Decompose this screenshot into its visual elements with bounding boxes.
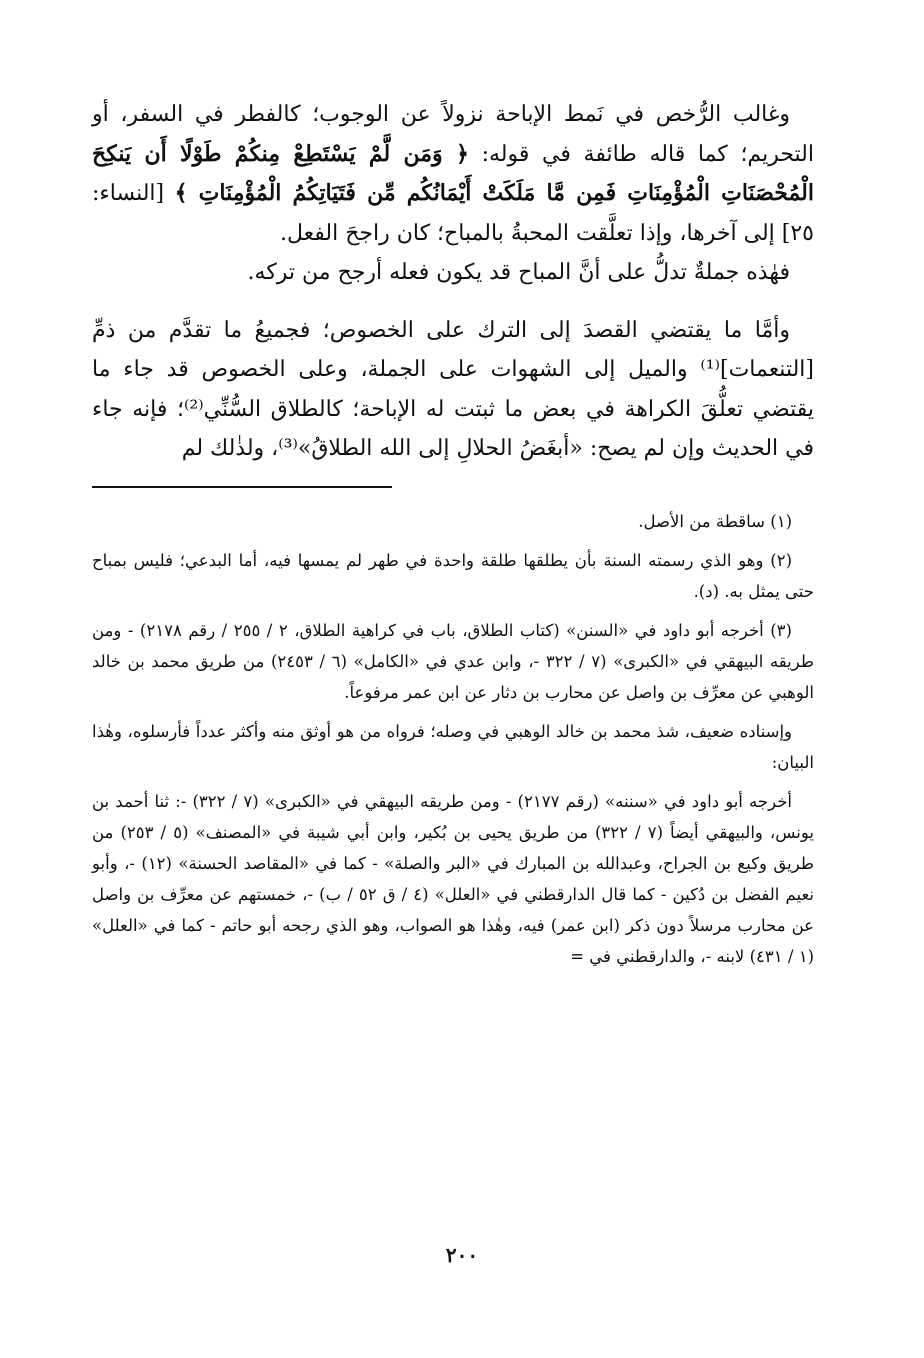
- page-content: [92, 95, 814, 980]
- footnote-divider: [92, 486, 392, 488]
- footnotes: [92, 506, 814, 972]
- footnote-3-part-3: أخرجه أبو داود في «سننه» (رقم ٢١٧٧) - ومن طريقه البيهقي في «الكبرى» (٧ / ٣٢٢) -: ثنا أحمد بن يونس، والبيهقي أيضاً (٧ / ٣٢٢) من طريق يحيى بن بُكير، وابن أبي شيبة في «المصنف» (٥ / ٢٥٣) من طريق وكيع بن الجراح، وعبدالله بن المبارك في «البر والصلة» - كما في «المقاصد الحسنة» (١٢) -، وأبو نعيم الفضل بن دُكين - كما قال الدارقطني في «العلل» (٤ / ق ٥٢ / ب) -، خمستهم عن معرِّف بن واصل عن محارب مرسلاً دون ذكر (ابن عمر) فيه، وهٰذا هو الصواب، وهو الذي رجحه أبو حاتم - كما في «العلل» (١ / ٤٣١) لابنه -، والدارقطني في =: [92, 791, 815, 966]
- main-text: [92, 95, 814, 469]
- paragraph-1-start: وغالب الرُّخص في نَمط الإباحة نزولاً عن الوجوب؛ كالفطر في السفر، أو التحريم؛ كما قاله طائفة في قوله:: [92, 102, 814, 167]
- paragraph-3: وأمَّا ما يقتضي القصدَ إلى الترك على الخصوص؛ فجميعُ ما تقدَّم من ذمِّ [التنعمات]⁽¹⁾ والميل إلى الشهوات على الجملة، وعلى الخصوص قد جاء ما يقتضي تعلُّقَ الكراهة في بعض ما ثبتت له الإباحة؛ كالطلاق السُّنِّي⁽²⁾؛ فإنه جاء في الحديث وإن لم يصح: «أبغَضُ الحلالِ إلى الله الطلاقُ»⁽³⁾، ولذٰلك لم: [92, 317, 814, 461]
- footnote-1: (١) ساقطة من الأصل.: [638, 511, 792, 531]
- paragraph-gap: [92, 293, 814, 311]
- paragraph-1-end: [النساء: ٢٥] إلى آخرها، وإذا تعلَّقت المحبةُ بالمباح؛ كان راجحَ الفعل.: [92, 181, 814, 246]
- page-number: ٢٠٠: [445, 1243, 479, 1267]
- footnote-3: (٣) أخرجه أبو داود في «السنن» (كتاب الطلاق، باب في كراهية الطلاق، ٢ / ٢٥٥ / رقم ٢١٧٨) - ومن طريقه البيهقي في «الكبرى» (٧ / ٣٢٢ -، وابن عدي في «الكامل» (٦ / ٢٤٥٣) من طريق محمد بن خالد الوهبي عن معرِّف بن واصل عن محارب بن دثار عن ابن عمر مرفوعاً.: [92, 620, 814, 702]
- quran-verse: ﴿ وَمَن لَّمْ يَسْتَطِعْ مِنكُمْ طَوْلًا أَن يَنكِحَ الْمُحْصَنَاتِ الْمُؤْمِنَاتِ فَمِن مَّا مَلَكَتْ أَيْمَانُكُم مِّن فَتَيَاتِكُمُ الْمُؤْمِنَاتِ ﴾: [92, 140, 814, 206]
- footnote-2: (٢) وهو الذي رسمته السنة بأن يطلقها طلقة واحدة في طهر لم يمسها فيه، أما البدعي؛ فليس بمباح حتى يمثل به. (د).: [92, 550, 814, 601]
- paragraph-2: فهٰذه جملةٌ تدلُّ على أنَّ المباح قد يكون فعله أرجح من تركه.: [247, 260, 790, 285]
- footnote-3-part-2: وإسناده ضعيف، شذ محمد بن خالد الوهبي في وصله؛ فرواه من هو أوثق منه وأكثر عدداً فأرسلوه، وهٰذا البيان:: [92, 721, 814, 772]
- paragraph-1: [92, 95, 814, 253]
